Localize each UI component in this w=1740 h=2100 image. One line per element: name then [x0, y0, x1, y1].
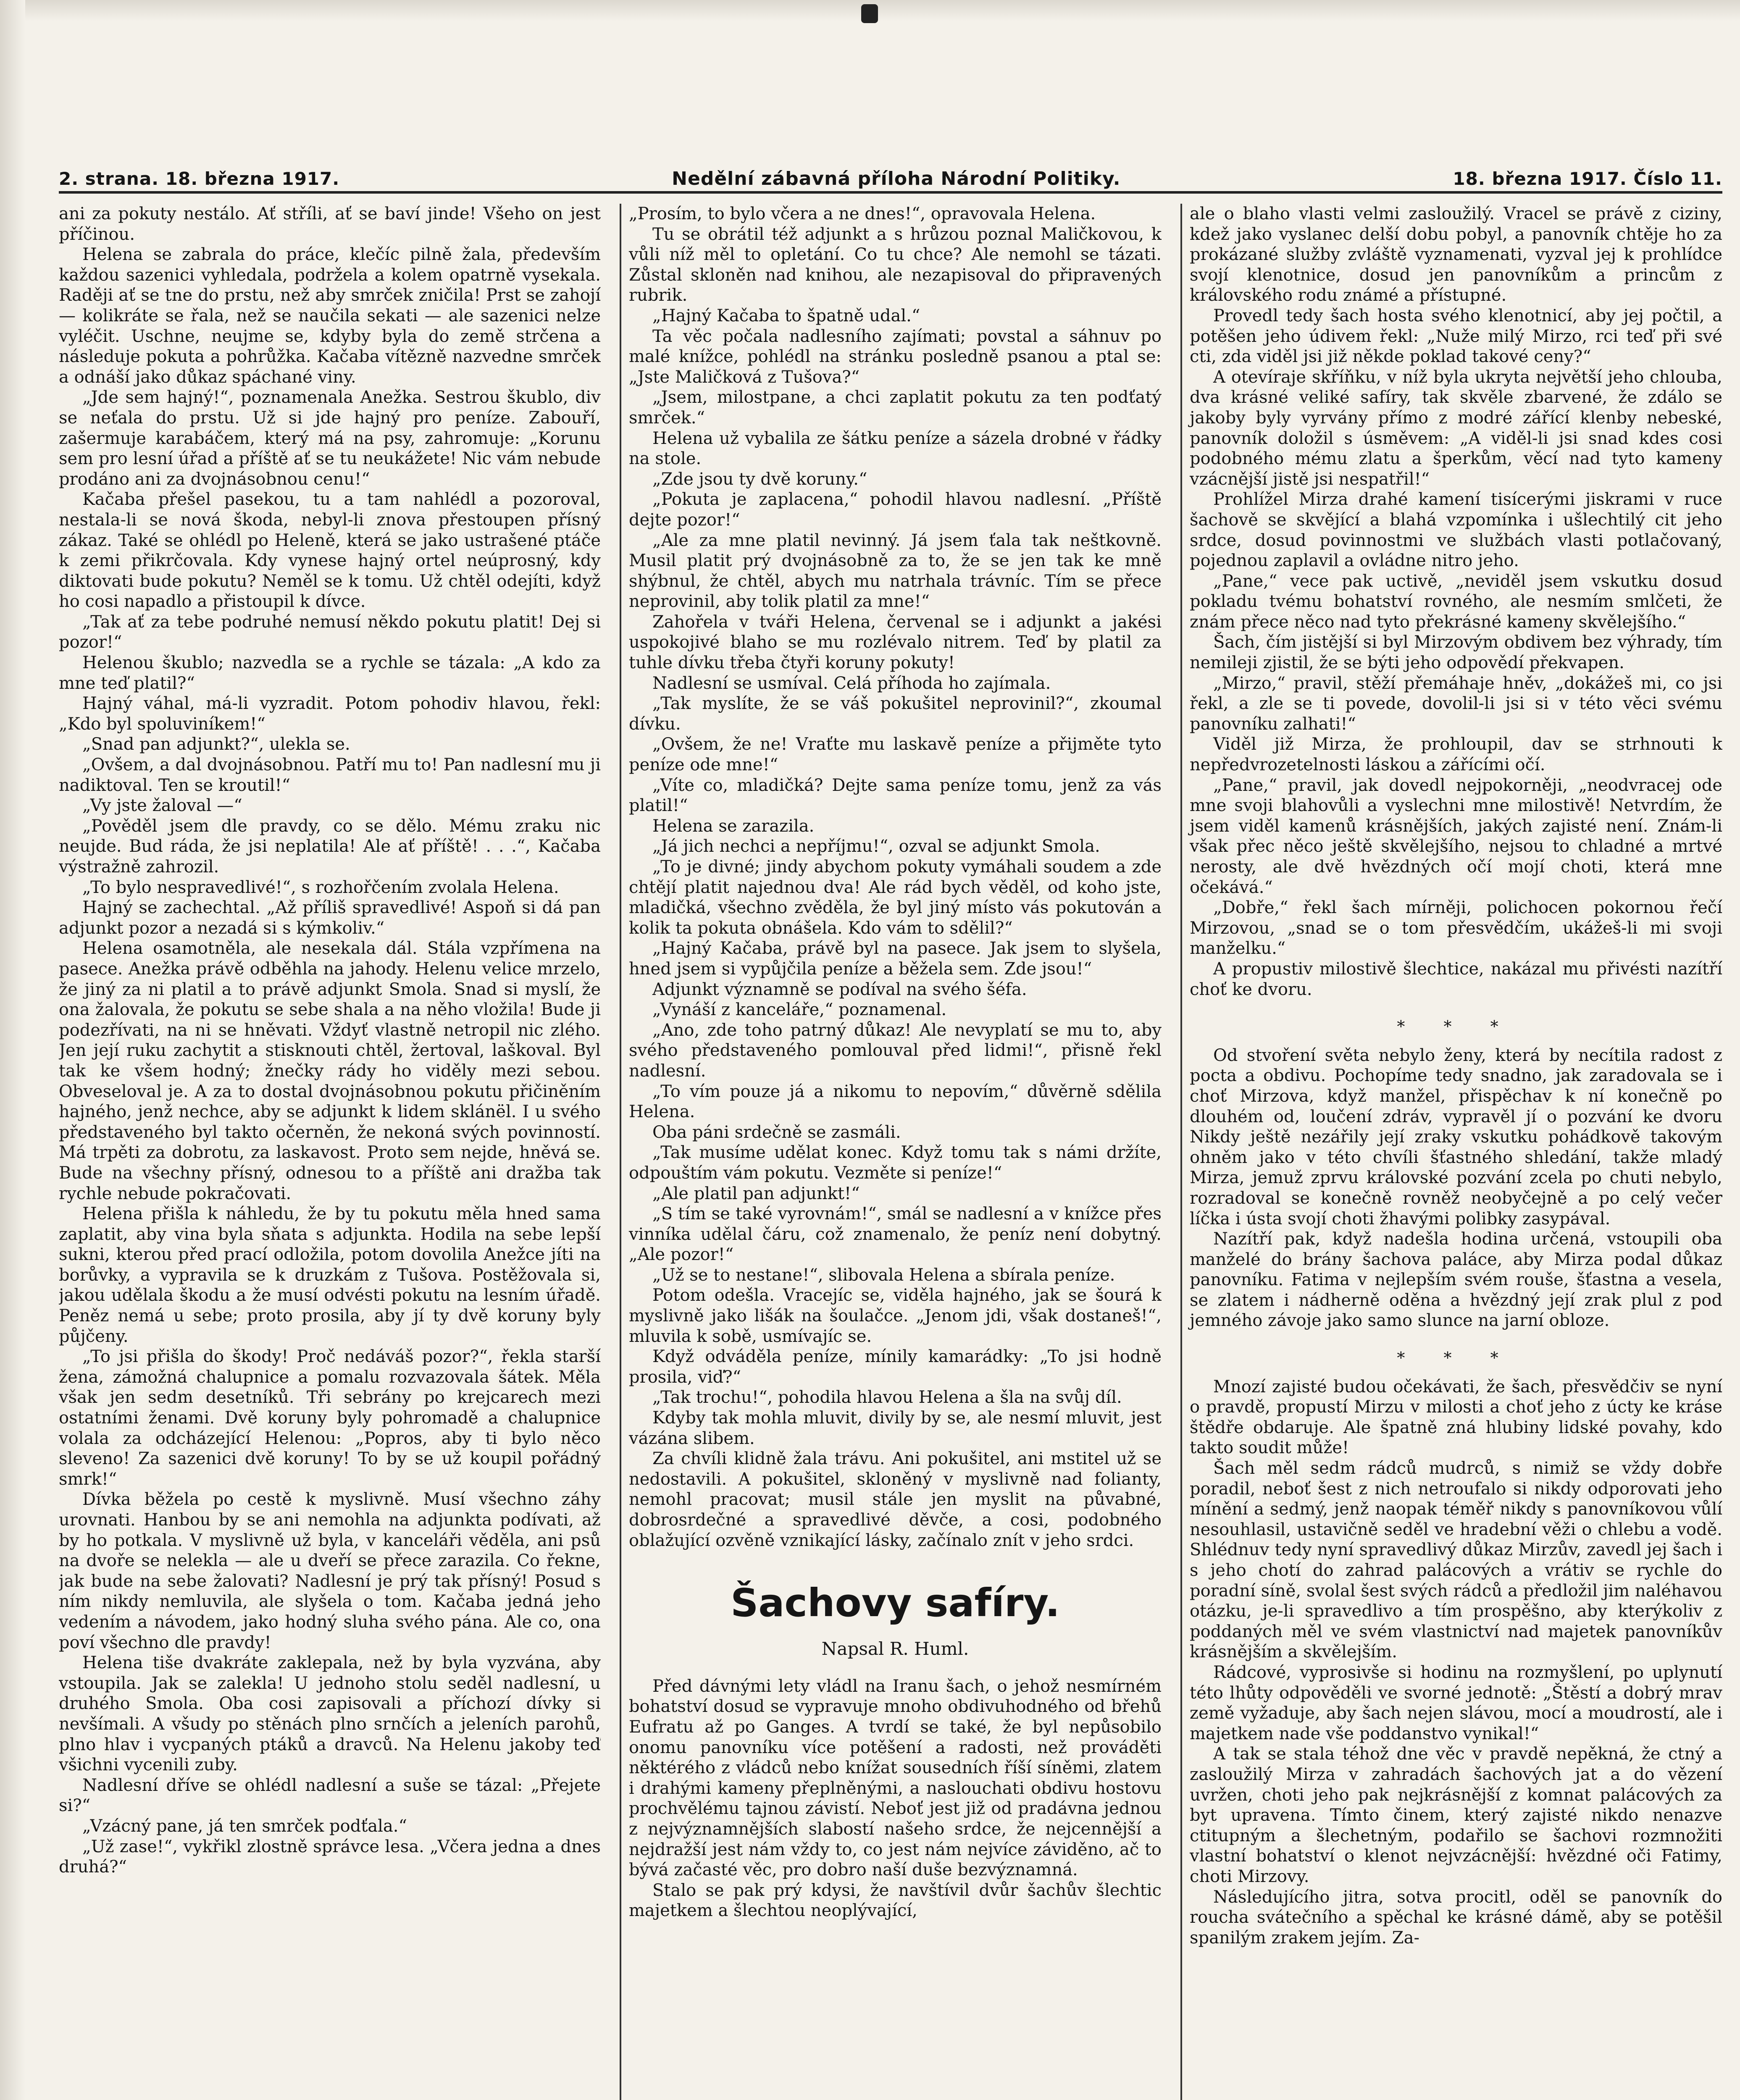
paragraph: Ta věc počala nadlesního zajímati; povstal a sáhnuv po malé knížce, pohlédl na stránku posledně psanou a ptal se: „Jste Maličková z Tušova?“	[629, 326, 1162, 387]
paragraph: „Ale platil pan adjunkt!“	[652, 1184, 860, 1203]
column-2	[620, 204, 1162, 2100]
paragraph: Nazítří pak, když nadešla hodina určená, vstoupili oba manželé do brány šachova paláce, aby Mirza podal důkaz panovníku. Fatima v nejlepším svém rouše, šťastna a vesela, se zlatem i nádherně oděna a hvězdný její zrak plul z pod jemného závoje jako samo slunce na jarní obloze.	[1190, 1229, 1722, 1331]
paragraph: „Vynáší z kanceláře,“ poznamenal.	[652, 1000, 947, 1020]
paragraph: Rádcové, vyprosivše si hodinu na rozmyšlení, po uplynutí této lhůty odpověděli ve svorné jednotě: „Štěstí a dobrý mrav země vyžaduje, aby šach nejen slávou, mocí a moudrostí, ale i majetkem nade vše poddanstvo vynikal!“	[1190, 1662, 1722, 1743]
paragraph: „Prosím, to bylo včera a ne dnes!“, opravovala Helena.	[629, 204, 1096, 223]
paragraph: „Už se to nestane!“, slibovala Helena a sbírala peníze.	[652, 1265, 1115, 1285]
paragraph: Viděl již Mirza, že prohloupil, dav se strhnouti k nepředvrozetelnosti láskou a zářícími očí.	[1190, 735, 1722, 775]
story-title: Šachovy safíry.	[731, 1580, 1060, 1626]
paragraph: A tak se stala téhož dne věc v pravdě nepěkná, že ctný a zasloužilý Mirza v zahradách šachových jat a do vězení uvržen, choti jeho pak nejkrásnější z komnat palácových za byt upravena. Tímto činem, který zajisté nikdo nenazve ctitupným a šlechetným, podařilo se šachovi rozmnožiti vlastní bohatství o klenot nejvzácnější: hvězdné oči Fatimy, choti Mirzovy.	[1190, 1744, 1722, 1886]
header-left: 2. strana. 18. března 1917.	[59, 168, 340, 189]
paragraph: „Pane,“ pravil, jak dovedl nejpokorněji, „neodvracej ode mne svoji blahovůli a vyslechni mne milostivě! Netvrdím, že jsem viděl kamenů krásnějších, jakých zajisté není. Znám-li však přec něco ještě skvělejšího, nejsou to chladné a mrtvé nerosty, ale dvě hvězdných očí mojí choti, která mne očekává.“	[1190, 775, 1722, 897]
section-separator: * * *	[1397, 1349, 1515, 1368]
paragraph: „Tak ať za tebe podruhé nemusí někdo pokutu platit! Dej si pozor!“	[59, 612, 601, 652]
header-center: Nedělní zábavná příloha Národní Politiky.	[672, 168, 1121, 189]
paragraph: Kačaba přešel pasekou, tu a tam nahlédl a pozoroval, nestala-li se nová škoda, nebyl-li znova přestoupen přísný zákaz. Také se ohlédl po Heleně, která se jako ustrašené ptáče k zemi přikrčovala. Kdy vynese hajný ortel neúprosný, kdy diktovati bude pokutu? Neměl se k tomu. Už chtěl odejíti, když ho cosi napadlo a přistoupil k dívce.	[59, 490, 601, 612]
paragraph: Nadlesní se usmíval. Celá příhoda ho zajímala.	[652, 673, 1051, 693]
paragraph: „To vím pouze já a nikomu to nepovím,“ důvěrně sdělila Helena.	[629, 1082, 1162, 1122]
column-3-part-2	[1190, 1045, 1722, 1331]
paragraph: „Už zase!“, vykřikl zlostně správce lesa. „Včera jedna a dnes druhá?“	[59, 1837, 601, 1877]
paragraph: „To bylo nespravedlivé!“, s rozhořčením zvolala Helena.	[82, 877, 559, 897]
section-separator: * * *	[1397, 1017, 1515, 1036]
story-heading	[629, 1580, 1162, 1659]
column-1	[59, 204, 601, 2100]
paragraph: Kdyby tak mohla mluvit, divily by se, ale nesmí mluvit, jest vázána slibem.	[629, 1408, 1162, 1448]
column-3-part-1	[1190, 204, 1722, 1000]
paragraph: „S tím se také vyrovnám!“, smál se nadlesní a v knížce přes vinníka udělal čáru, což znamenalo, že peníz není dobytný. „Ale pozor!“	[629, 1204, 1162, 1265]
paragraph: Za chvíli klidně žala trávu. Ani pokušitel, ani mstitel už se nedostavili. A pokušitel, skloněný v myslivně nad folianty, nemohl pracovat; musil stále jen myslit na půvabné, dobrosrdečné a spravedlivé děvče, a cosi, podobného oblažující ozvěně vznikající lásky, začínalo znít v jeho srdci.	[629, 1449, 1162, 1550]
paragraph: Tu se obrátil též adjunkt a s hrůzou poznal Maličkovou, k vůli níž měl to opletání. Co tu chce? Ale nemohl se tázati. Zůstal skloněn nad knihou, ale nezapisoval do připravených rubrik.	[629, 224, 1162, 305]
paragraph: „Pověděl jsem dle pravdy, co se dělo. Mému zraku nic neujde. Bud ráda, že jsi neplatila! Ale ať příště! . . .“, Kačaba výstražně zahrozil.	[59, 816, 601, 877]
paragraph: Hajný se zachechtal. „Až příliš spravedlivé! Aspoň si dá pan adjunkt pozor a nezadá si s kýmkoliv.“	[59, 898, 601, 938]
paragraph: ale o blaho vlasti velmi zasloužilý. Vracel se právě z ciziny, kdež jako vyslanec delší dobu pobyl, a panovník chtěje ho za prokázané služby zvláště vyznamenati, vyzval jej k prohlídce svojí klenotnice, dosud jen panovníkům a princům z královského rodu známé a přístupné.	[1190, 204, 1722, 305]
paragraph: „Jsem, milostpane, a chci zaplatit pokutu za ten podťatý smrček.“	[629, 388, 1162, 428]
paragraph: „Pane,“ vece pak uctivě, „neviděl jsem vskutku dosud pokladu tvému bohatství rovného, ale nesmím smlčeti, že znám přece něco nad tyto překrásné kameny skvělejšího.“	[1190, 571, 1722, 632]
paragraph: „Víte co, mladičká? Dejte sama peníze tomu, jenž za vás platil!“	[629, 775, 1162, 816]
newspaper-page	[59, 166, 1722, 2100]
paragraph: Prohlížel Mirza drahé kamení tisícerými jiskrami v ruce šachově se skvějící a blahá vzpomínka i ušlechtilý cit jeho srdce, dosud povinnostmi ve službách vlasti potlačovaný, pojednou zaplavil a ovládne nitro jeho.	[1190, 490, 1722, 571]
paragraph: „Dobře,“ řekl šach mírněji, polichocen pokornou řečí Mirzovou, „snad se o tom přesvědčím, ukážeš-li mi svoji manželku.“	[1190, 898, 1722, 958]
paragraph: „Jde sem hajný!“, poznamenala Anežka. Sestrou škublo, div se neťala do prstu. Už si jde hajný pro peníze. Zabouří, zašermuje karabáčem, který má na psy, zahromuje: „Korunu sem pro lesní úřad a příště ať se tu neukážete! Nic vám nebude prodáno ani za dvojnásobnou cenu!“	[59, 388, 601, 489]
paragraph: Hajný váhal, má-li vyzradit. Potom pohodiv hlavou, řekl: „Kdo byl spoluviníkem!“	[59, 694, 601, 734]
paragraph: Helena se zabrala do práce, klečíc pilně žala, především každou sazenici vyhledala, podržela a kolem opatrně vysekala. Raději ať se tne do prstu, než aby smrček zničila! Prst se zahojí — kolikráte se řala, než se naučila sekati — ale sazenici nelze vyléčit. Uschne, neujme se, kdyby byla do země strčena a následuje pokuta a pohrůžka. Kačaba vítězně nazvedne smrček a odnáší jako důkaz spáchané viny.	[59, 245, 601, 387]
paragraph: Zahořela v tváři Helena, červenal se i adjunkt a jakési uspokojivé blaho se mu rozlévalo nitrem. Teď by platil za tuhle dívku třeba čtyři koruny pokuty!	[629, 612, 1162, 673]
paragraph: „Ovšem, že ne! Vraťte mu laskavě peníze a přijměte tyto peníze ode mne!“	[629, 735, 1162, 775]
paragraph: „Hajný Kačaba, právě byl na pasece. Jak jsem to slyšela, hned jsem si vypůjčila peníze a běžela sem. Zde jsou!“	[629, 939, 1162, 979]
paragraph: „To je divné; jindy abychom pokuty vymáhali soudem a zde chtějí platit najednou dva! Ale rád bych věděl, od koho jste, mladičká, všechno zvěděla, že byl jiný místo vás pokutován a kolik ta pokuta obnášela. Kdo vám to sdělil?“	[629, 857, 1162, 938]
paragraph: „Zde jsou ty dvě koruny.“	[652, 469, 867, 489]
paragraph: Nadlesní dříve se ohlédl nadlesní a suše se tázal: „Přejete si?“	[59, 1775, 601, 1816]
header-right: 18. března 1917. Číslo 11.	[1453, 168, 1722, 189]
paragraph: Když odváděla peníze, mínily kamarádky: „To jsi hodně prosila, viď?“	[629, 1347, 1162, 1387]
paragraph: Provedl tedy šach hosta svého klenotnicí, aby jej počtil, a potěšen jeho údivem řekl: „Nuže milý Mirzo, rci teď při své cti, zda viděl jsi již někde poklad takové ceny?“	[1190, 306, 1722, 367]
paragraph: Oba páni srdečně se zasmáli.	[652, 1122, 901, 1142]
paragraph: Mnozí zajisté budou očekávati, že šach, přesvědčiv se nyní o pravdě, propustí Mirzu v milosti a choť jeho z úcty ke kráse štědře obdaruje. Ale špatně zná hlubiny lidské povahy, kdo takto soudit může!	[1190, 1377, 1722, 1458]
paragraph: „Tak trochu!“, pohodila hlavou Helena a šla na svůj díl.	[652, 1388, 1122, 1407]
paragraph: Od stvoření světa nebylo ženy, která by necítila radost z pocta a obdivu. Pochopíme tedy snadno, jak zaradovala se i choť Mirzova, když manžel, přispěchav k ní konečně po dlouhém od, loučení zdráv, vypravěl jí o pozvání ke dvoru Nikdy ještě nezářily její zraky vskutku pohádkově takovým ohněm jako v této chvíli šťastného shledání, takže mladý Mirza, jemuž zprvu královské pozvání zcela po chuti nebylo, rozradoval se konečně rovněž neobyčejně a po celý večer líčka i ústa svojí choti žhavými polibky zasypával.	[1190, 1045, 1722, 1228]
paragraph: „Vy jste žaloval —“	[82, 796, 242, 816]
paragraph: A propustiv milostivě šlechtice, nakázal mu přivésti nazítří choť ke dvoru.	[1190, 959, 1722, 999]
story-author: Napsal R. Huml.	[821, 1638, 969, 1659]
scan-edge-left	[0, 0, 25, 2100]
paragraph: Před dávnými lety vládl na Iranu šach, o jehož nesmírném bohatství dosud se vypravuje mnoho obdivuhodného od břehů Eufratu až po Ganges. A tvrdí se také, že byl nepůsobilo onomu panovníku více potěšení a radosti, než prováděti něktérého z vládců nebo knížat sousedních říší síněmi, zlatem i drahými kameny přeplněnými, a naslouchati obdivu hostovu prochvělému tajnou závistí. Neboť jest již od pradávna jednou z nejvýznamnějších slabostí našeho srdce, že nejcennější a nejdražší jest nám vždy to, co jest nám nejvíce záviděno, ač to bývá začasté věc, pro dobro naší duše bezvýznamná.	[629, 1676, 1162, 1880]
paragraph: „To jsi přišla do škody! Proč nedáváš pozor?“, řekla starší žena, zámožná chalupnice a pomalu rozvazovala šátek. Měla však jen sedm desetníků. Tři sebrány po krejcarech mezi ostatními ženami. Dvě koruny byly pohromadě a chalupnice volala za odcházející Helenou: „Popros, aby ti bylo něco sleveno! Za sazenici dvě koruny! To by se už koupil pořádný smrk!“	[59, 1347, 601, 1489]
paragraph: Helena už vybalila ze šátku peníze a sázela drobné v řádky na stole.	[629, 428, 1162, 469]
scan-mark	[861, 4, 878, 23]
paragraph: A otevíraje skříňku, v níž byla ukryta největší jeho chlouba, dva krásné veliké safíry, tak skvěle zbarvené, že zdálo se jakoby byly vyrvány přímo z modré zářící klenby nebeské, panovník doložil s úsměvem: „A viděl-li jsi snad kdes cosi podobného mému zlatu a šperkům, věcí nad tyto kameny vzácnější jistě jsi nespatřil!“	[1190, 367, 1722, 489]
paragraph: „Ale za mne platil nevinný. Já jsem ťala tak neštkovně. Musil platit prý dvojnásobně za to, že se jen tak ke mně shýbnul, že chtěl, abych mu natrhala trávníc. Tím se přece neprovinil, aby tolik platil za mne!“	[629, 530, 1162, 612]
paragraph: „Pokuta je zaplacena,“ pohodil hlavou nadlesní. „Příště dejte pozor!“	[629, 490, 1162, 530]
column-3	[1180, 204, 1722, 2100]
paragraph: Potom odešla. Vracejíc se, viděla hajného, jak se šourá k myslivně jako lišák na šoulačce. „Jenom jdi, však dostaneš!“, mluvila k sobě, usmívajíc se.	[629, 1286, 1162, 1346]
paragraph: Stalo se pak prý kdysi, že navštívil dvůr šachův šlechtic majetkem a šlechtou neoplývající,	[629, 1880, 1162, 1921]
paragraph: „Snad pan adjunkt?“, ulekla se.	[82, 735, 350, 754]
column-3-part-3	[1190, 1377, 1722, 1948]
paragraph: Šach měl sedm rádců mudrců, s nimiž se vždy dobře poradil, neboť šest z nich netroufalo si nikdy odporovati jeho mínění a sedmý, jenž naopak téměř nikdy s panovníkovou vůlí nesouhlasil, ustavičně seděl ve hradební věži o chlebu a vodě. Shlédnuv tedy nyní spravedlivý důkaz Mirzův, zavedl jej šach i s jeho chotí do zahrad palácových a vrátiv se rychle do poradní síně, svolal šest svých rádců a předložil jim naléhavou otázku, je-li spravedlivo a tím prospěšno, aby kterýkoliv z poddaných měl ve svém vlastnictví nad majetek panovníkův krásnějším a skvělejším.	[1190, 1459, 1722, 1662]
column-2-story-start	[629, 1676, 1162, 1921]
paragraph: „Ovšem, a dal dvojnásobnou. Patří mu to! Pan nadlesní mu ji nadiktoval. Ten se kroutil!“	[59, 755, 601, 795]
column-2-story-end	[629, 204, 1162, 1551]
columns	[59, 204, 1722, 2100]
paragraph: Helena přišla k náhledu, že by tu pokutu měla hned sama zaplatit, aby vina byla sňata s adjunkta. Hodila na sebe lepší sukni, kterou před prací odložila, potom dovolila Anežce jíti na borůvky, a vypravila se k druzkám z Tušova. Postěžovala si, jakou udělala škodu a že musí odvésti pokutu na lesním úřadě. Peněz nemá u sebe; proto prosila, aby jí ty dvě koruny byly půjčeny.	[59, 1204, 601, 1346]
paragraph: Dívka běžela po cestě k myslivně. Musí všechno záhy urovnati. Hanbou by se ani nemohla na adjunkta podívati, až by ho potkala. V myslivně už byla, v kanceláři věděla, ani psů na dvoře se nelekla — ale u dveří se přece zarazila. Co řekne, jak bude na sebe žalovati? Nadlesní je prý tak přísný! Posud s ním nikdy nemluvila, ale slyšela o tom. Kačaba jedná jeho vedením a návodem, jako hodný sluha svého pána. Ale co, ona poví všechno dle pravdy!	[59, 1490, 601, 1652]
paragraph: „Mirzo,“ pravil, stěží přemáhaje hněv, „dokážeš mi, co jsi řekl, a zle se ti povede, dovolil-li jsi si v této věci svému panovníku zalhati!“	[1190, 673, 1722, 734]
paragraph: „Vzácný pane, já ten smrček podťala.“	[82, 1816, 407, 1836]
paragraph: Helena se zarazila.	[652, 816, 815, 836]
paragraph: Helena osamotněla, ale nesekala dál. Stála vzpřímena na pasece. Anežka právě odběhla na jahody. Helenu velice mrzelo, že jiný za ni platil a to právě adjunkt Smola. Snad si myslí, že ona žalovala, že pokutu se sebe shala a na něho vložila! Bude ji podezřívati, na ni se hněvati. Vždyť vlastně netropil nic zlého. Jen její ruku zachytit a stisknouti chtěl, žertoval, laškoval. Byl tak ke všem hodný; žnečky rády ho viděly mezi sebou. Obveseloval je. A za to dostal dvojnásobnou pokutu přičiněním hajného, jenž nechce, aby se adjunkt k lidem sklánël. I u svého představeného byl takto očerněn, že nekoná svých povinností. Má trpěti za dobrotu, za laskavost. Proto sem nejde, hněvá se. Bude na všechny přísný, odnesou to a příště ani dražba tak rychle nebude pokračovati.	[59, 939, 601, 1203]
paragraph: „Ano, zde toho patrný důkaz! Ale nevyplatí se mu to, aby svého představeného pomlouval před lidmi!“, přisně řekl nadlesní.	[629, 1020, 1162, 1081]
paragraph: „Já jich nechci a nepříjmu!“, ozval se adjunkt Smola.	[652, 837, 1100, 856]
paragraph: „Tak myslíte, že se váš pokušitel neprovinil?“, zkoumal dívku.	[629, 694, 1162, 734]
paragraph: Helenou škublo; nazvedla se a rychle se tázala: „A kdo za mne teď platil?“	[59, 653, 601, 693]
paragraph: „Hajný Kačaba to špatně udal.“	[652, 306, 920, 326]
page-header	[59, 166, 1722, 194]
paragraph: ani za pokuty nestálo. Ať stříli, ať se baví jinde! Všeho on jest příčinou.	[59, 204, 601, 244]
paragraph: Helena tiše dvakráte zaklepala, než by byla vyzvána, aby vstoupila. Jak se zalekla! U jednoho stolu seděl nadlesní, u druhého Smola. Oba cosi zapisovali a příchozí dívky si nevšímali. A všudy po stěnách plno srnčích a jeleních parohů, plno hlav i vycpaných ptáků a dravců. Na Helenu jakoby teď všichni vycenili zuby.	[59, 1653, 601, 1775]
paragraph: Následujícího jitra, sotva procitl, oděl se panovník do roucha svátečního a spěchal ke krásné dámě, aby se potěšil spanilým zrakem jejím. Za-	[1190, 1887, 1722, 1948]
paragraph: Šach, čím jistější si byl Mirzovým obdivem bez výhrady, tím nemileji zjistil, že se býti jeho odpovědí překvapen.	[1190, 633, 1722, 673]
paragraph: „Tak musíme udělat konec. Když tomu tak s námi držíte, odpouštím vám pokutu. Vezměte si peníze!“	[629, 1143, 1162, 1183]
paragraph: Adjunkt významně se podíval na svého šéfa.	[652, 979, 1027, 999]
